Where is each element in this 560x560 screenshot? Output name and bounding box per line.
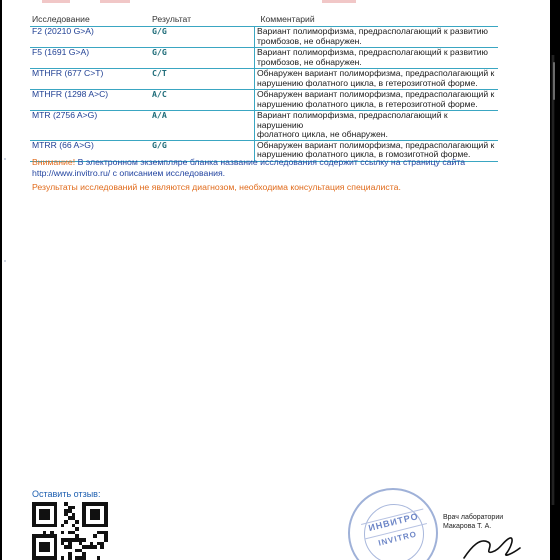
test-name-link[interactable]: MTHFR (677 C>T)	[30, 69, 150, 90]
test-result: G/G	[150, 48, 255, 69]
top-mark	[42, 0, 70, 3]
test-name-link[interactable]: F5 (1691 G>A)	[30, 48, 150, 69]
notice-text: В электронном экземпляре бланка название исследования содержит ссылку на страницу сайта	[75, 157, 466, 167]
comment-line: нарушению фолатного цикла, в гетерозиготной форме.	[257, 77, 478, 88]
test-comment	[255, 48, 499, 69]
table-row	[30, 69, 498, 90]
test-name-link[interactable]: MTRR (66 A>G)	[30, 140, 150, 161]
notice-tail: с описанием исследования.	[110, 168, 226, 178]
comment-line: фолатного цикла, не обнаружен.	[257, 129, 388, 140]
table-row	[30, 90, 498, 111]
signature-icon	[454, 532, 526, 560]
comment-line: Вариант полиморфизма, предрасполагающий к нарушению	[257, 110, 448, 130]
test-comment	[255, 111, 499, 141]
right-edge-shadow	[551, 55, 555, 505]
scroll-indicator	[553, 62, 555, 100]
top-mark	[322, 0, 356, 3]
table-header-row	[30, 14, 498, 27]
comment-line: Вариант полиморфизма, предрасполагающий к развитию	[257, 47, 488, 57]
comment-line: Обнаружен вариант полиморфизма, предрасполагающий к	[257, 68, 495, 78]
top-edge	[2, 0, 550, 8]
doctor-name: Макарова Т. А.	[443, 523, 492, 530]
test-result: A/A	[150, 111, 255, 141]
table-row	[30, 48, 498, 69]
test-comment	[255, 90, 499, 111]
comment-line: тромбозов, не обнаружен.	[257, 35, 362, 46]
results-table	[30, 14, 498, 162]
test-result: G/G	[150, 140, 255, 161]
electronic-copy-notice	[32, 157, 502, 179]
test-result: G/G	[150, 27, 255, 48]
header-test: Исследование	[30, 14, 150, 27]
lab-stamp	[348, 488, 438, 560]
review-label: Оставить отзыв:	[32, 489, 101, 499]
comment-line: нарушению фолатного цикла, в гомозиготной форме.	[257, 149, 471, 160]
table-row	[30, 27, 498, 48]
header-result: Результат	[150, 14, 255, 27]
comment-line: Обнаружен вариант полиморфизма, предрасполагающий к	[257, 139, 495, 150]
comment-line: Вариант полиморфизма, предрасполагающий к развитию	[257, 26, 488, 36]
test-name-link[interactable]: MTR (2756 A>G)	[30, 111, 150, 141]
stamp-text-top: ИНВИТРО	[361, 508, 427, 539]
test-result: A/C	[150, 90, 255, 111]
test-name-link[interactable]: F2 (20210 G>A)	[30, 27, 150, 48]
test-result: C/T	[150, 69, 255, 90]
notice-warning: Внимание!	[32, 157, 76, 167]
invitro-link[interactable]: http://www.invitro.ru/	[32, 168, 111, 178]
disclaimer-text: Результаты исследований не являются диагнозом, необходима консультация специалиста.	[32, 182, 401, 192]
margin-tick	[4, 158, 6, 160]
comment-line: Обнаружен вариант полиморфизма, предрасполагающий к	[257, 89, 495, 99]
stamp-text-bottom: INVITRO	[377, 529, 418, 548]
test-name-link[interactable]: MTHFR (1298 A>C)	[30, 90, 150, 111]
comment-line: тромбозов, не обнаружен.	[257, 56, 362, 67]
top-mark	[100, 0, 130, 3]
table-row	[30, 111, 498, 141]
margin-tick	[4, 260, 6, 262]
header-comment: Комментарий	[255, 14, 499, 27]
test-comment	[255, 69, 499, 90]
doctor-role: Врач лаборатории	[443, 514, 504, 521]
report-page	[2, 0, 550, 560]
doctor-block	[443, 513, 503, 531]
qr-code-icon[interactable]	[32, 502, 108, 560]
comment-line: нарушению фолатного цикла, в гетерозиготной форме.	[257, 98, 478, 109]
test-comment	[255, 27, 499, 48]
